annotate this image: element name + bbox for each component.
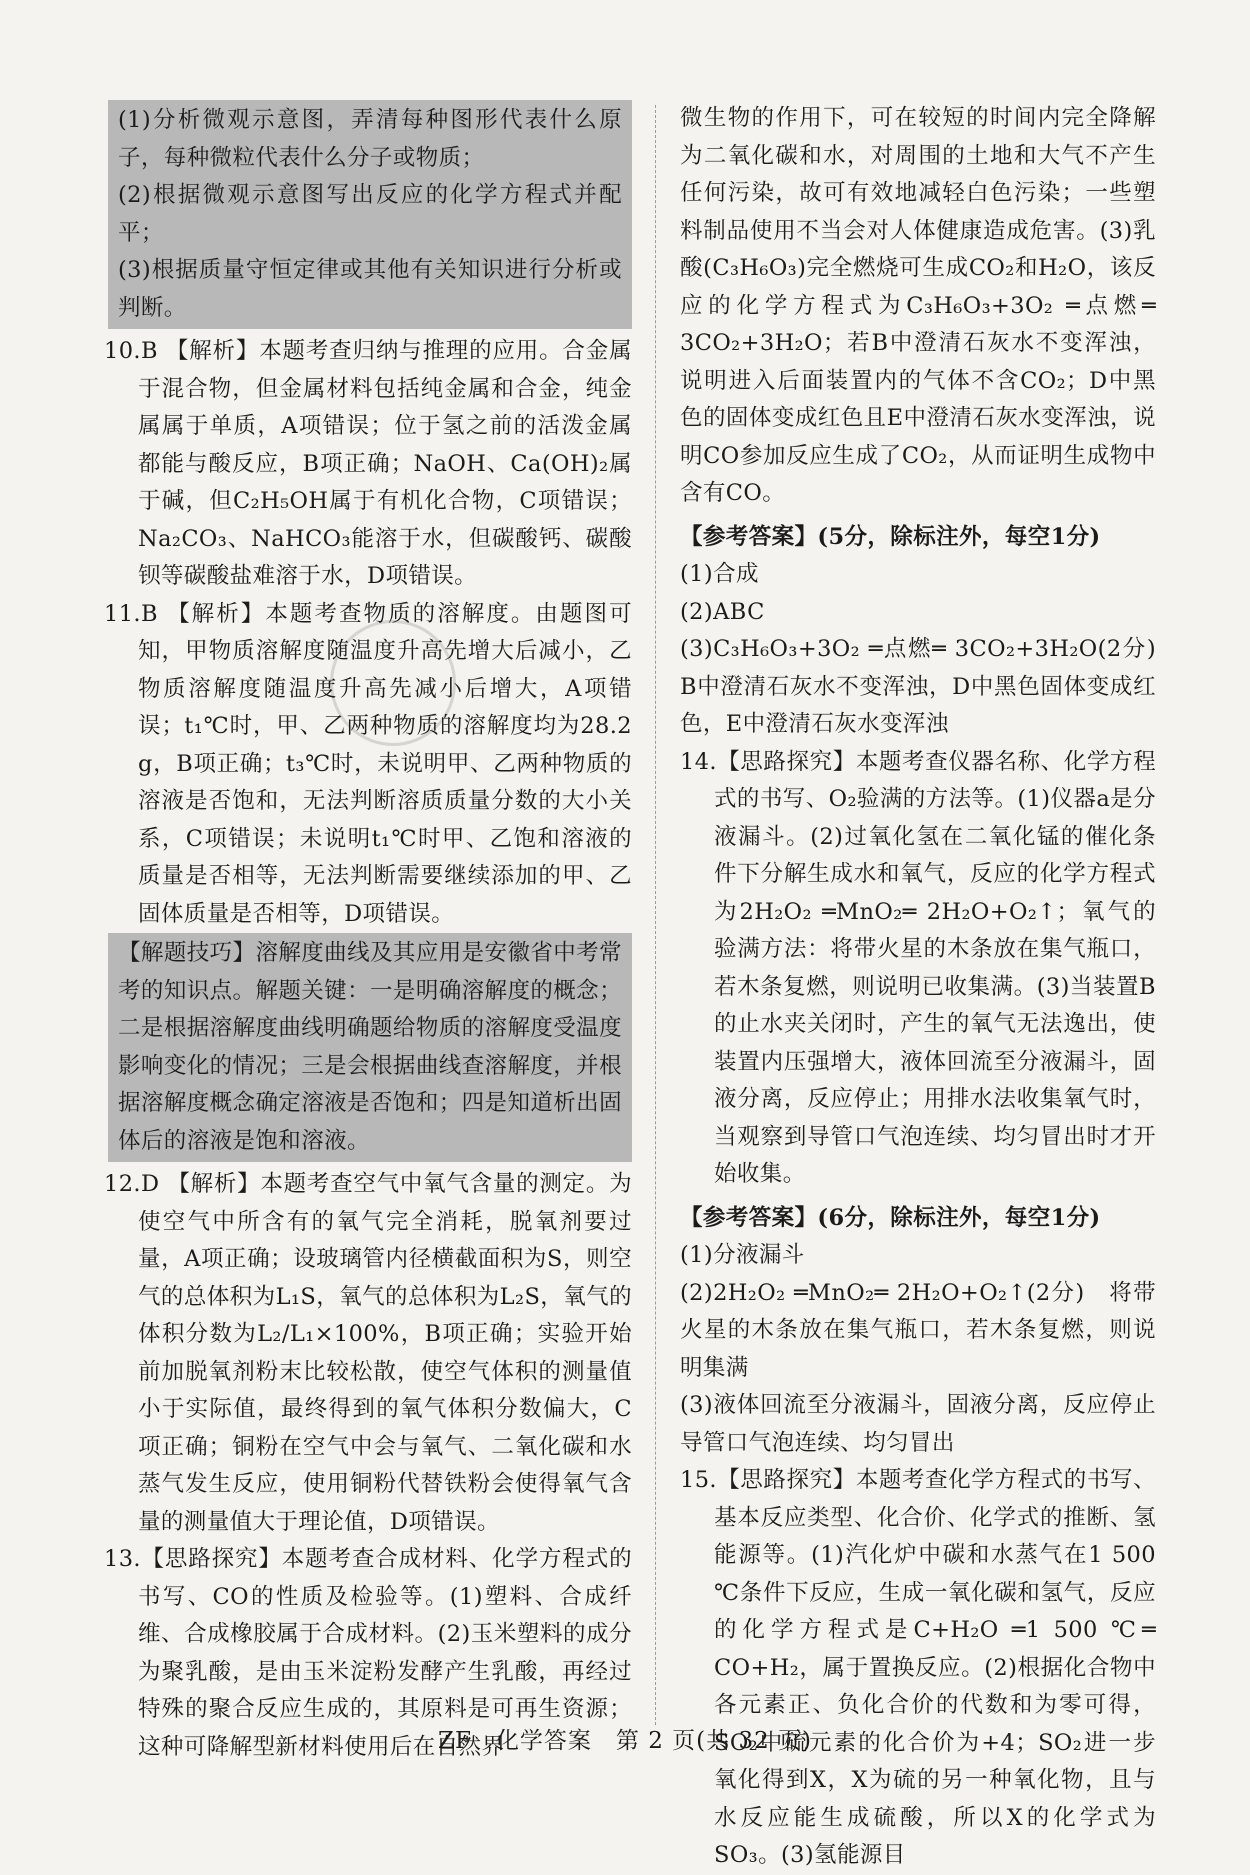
- box1-line-2: (2)根据微观示意图写出反应的化学方程式并配平；: [118, 182, 622, 246]
- q14-answer-3: (3)液体回流至分液漏斗，固液分离，反应停止 导管口气泡连续、均匀冒出: [680, 1392, 1179, 1456]
- q13-answer-1: (1)合成: [680, 561, 759, 587]
- q13-answer-heading: 【参考答案】(5分，除标注外，每空1分): [680, 523, 1101, 550]
- question-10: 10.B 【解析】本题考查归纳与推理的应用。合金属于混合物，但金属材料包括纯金属和合金，纯金属属于单质，A项错误；位于氢之前的活泼金属都能与酸反应，B项正确；NaOH、Ca(OH)₂属于碱，但C₂H₅OH属于有机化合物，C项错误；Na₂CO₃、NaHCO₃能溶于水，但碳酸钙、碳酸钡等碳酸盐难溶于水，D项错误。: [104, 338, 632, 589]
- q14-answer-1: (1)分液漏斗: [680, 1242, 805, 1268]
- question-13-continued: 微生物的作用下，可在较短的时间内完全降解为二氧化碳和水，对周围的土地和大气不产生任何污染，故可有效地减轻白色污染；一些塑料制品使用不当会对人体健康造成危害。(3)乳酸(C₃H₆O₃)完全燃烧可生成CO₂和H₂O，该反应的化学方程式为C₃H₆O₃+3O₂ ═点燃═ 3CO₂+3H₂O；若B中澄清石灰水不变浑浊，说明进入后面装置内的气体不含CO₂；D中黑色的固体变成红色且E中澄清石灰水变浑浊，说明CO参加反应生成了CO₂，从而证明生成物中含有CO。: [680, 105, 1156, 506]
- box2-text: 【解题技巧】溶解度曲线及其应用是安徽省中考常考的知识点。解题关键：一是明确溶解度的概念；二是根据溶解度曲线明确题给物质的溶解度受温度影响变化的情况；三是会根据曲线查溶解度，并根据溶解度概念确定溶液是否饱和；四是知道析出固体后的溶液是饱和溶液。: [118, 940, 622, 1154]
- box1-line-1: (1)分析微观示意图，弄清每种图形代表什么原子，每种微粒代表什么分子或物质；: [118, 107, 622, 171]
- question-15: 15.【思路探究】本题考查化学方程式的书写、基本反应类型、化合价、化学式的推断、氢能源等。(1)汽化炉中碳和水蒸气在1 500 ℃条件下反应，生成一氧化碳和氢气，反应的化学方程式是C+H₂O ═1 500 ℃═ CO+H₂，属于置换反应。(2)根据化合物中各元素正、负化合价的代数和为零可得，SO₂中硫元素的化合价为+4；SO₂进一步氧化得到X，X为硫的另一种氧化物，且与水反应能生成硫酸，所以X的化学式为SO₃。(3)氢能源目: [680, 1467, 1156, 1868]
- tip-box-2: [108, 933, 632, 1162]
- question-12: 12.D 【解析】本题考查空气中氧气含量的测定。为使空气中所含有的氧气完全消耗，脱氧剂要过量，A项正确；设玻璃管内径横截面积为S，则空气的总体积为L₁S，氧气的总体积为L₂S，氧气的体积分数为L₂/L₁×100%，B项正确；实验开始前加脱氧剂粉末比较松散，使空气体积的测量值小于实际值，最终得到的氧气体积分数偏大，C项正确；铜粉在空气中会与氧气、二氧化碳和水蒸气发生反应，使用铜粉代替铁粉会使得氧气含量的测量值大于理论值，D项错误。: [104, 1171, 632, 1535]
- left-column: [104, 100, 632, 1766]
- q14-answer-heading: 【参考答案】(6分，除标注外，每空1分): [680, 1204, 1101, 1231]
- q14-answer-2: (2)2H₂O₂ ═MnO₂═ 2H₂O+O₂↑(2分) 将带火星的木条放在集气瓶口，若木条复燃，则说明集满: [680, 1279, 1156, 1381]
- q13-answer-3: (3)C₃H₆O₃+3O₂ ═点燃═ 3CO₂+3H₂O(2分) B中澄清石灰水不变浑浊，D中黑色固体变成红色，E中澄清石灰水变浑浊: [680, 636, 1179, 737]
- question-11: 11.B 【解析】本题考查物质的溶解度。由题图可知，甲物质溶解度随温度升高先增大后减小，乙物质溶解度随温度升高先减小后增大，A项错误；t₁℃时，甲、乙两种物质的溶解度均为28.2 g，B项正确；t₃℃时，未说明甲、乙两种物质的溶液是否饱和，无法判断溶质质量分数的大小关系，C项错误；未说明t₁℃时甲、乙饱和溶液的质量是否相等，无法判断需要继续添加的甲、乙固体质量是否相等，D项错误。: [104, 600, 632, 927]
- page-footer: ZF 化学答案 第 2 页(共 32 页): [437, 1728, 813, 1754]
- tip-box-1: [108, 100, 632, 329]
- column-divider: [655, 105, 656, 1725]
- question-13: 13.【思路探究】本题考查合成材料、化学方程式的书写、CO的性质及检验等。(1)塑料、合成纤维、合成橡胶属于合成材料。(2)玉米塑料的成分为聚乳酸，是由玉米淀粉发酵产生乳酸，再经过特殊的聚合反应生成的，其原料是可再生资源；这种可降解型新材料使用后在自然界: [104, 1546, 632, 1760]
- right-column: [680, 100, 1179, 1875]
- box1-line-3: (3)根据质量守恒定律或其他有关知识进行分析或判断。: [118, 257, 622, 321]
- q13-answer-2: (2)ABC: [680, 598, 765, 625]
- question-14: 14.【思路探究】本题考查仪器名称、化学方程式的书写、O₂验满的方法等。(1)仪器a是分液漏斗。(2)过氧化氢在二氧化锰的催化条件下分解生成水和氧气，反应的化学方程式为2H₂O₂ ═MnO₂═ 2H₂O+O₂↑；氧气的验满方法：将带火星的木条放在集气瓶口，若木条复燃，则说明已收集满。(3)当装置B的止水夹关闭时，产生的氧气无法逸出，使装置内压强增大，液体回流至分液漏斗，固液分离，反应停止；用排水法收集氧气时，当观察到导管口气泡连续、均匀冒出时才开始收集。: [680, 748, 1156, 1187]
